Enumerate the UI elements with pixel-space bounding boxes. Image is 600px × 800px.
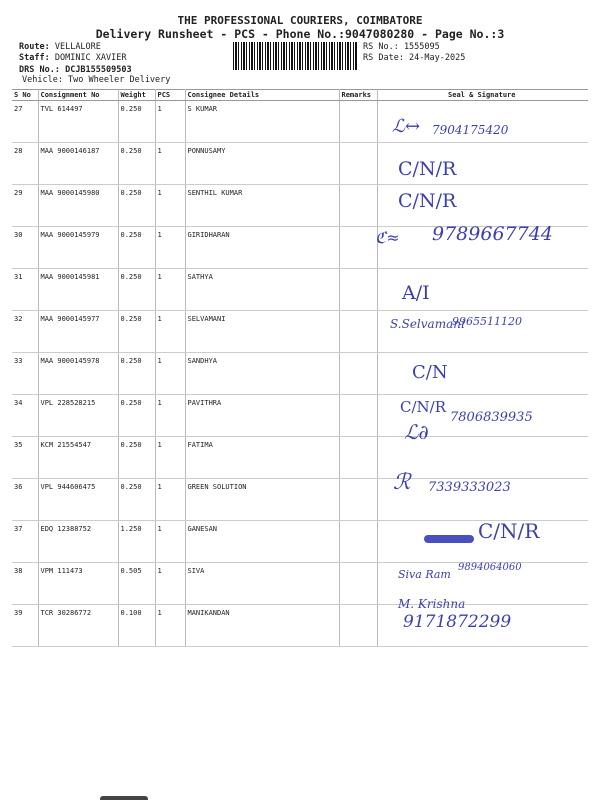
cell-consignee: SENTHIL KUMAR [185, 185, 339, 227]
handwriting-36: 7339333023 [428, 480, 511, 495]
handwriting-31: A/I [402, 282, 430, 304]
handwriting-38-phone: 9894064060 [458, 562, 522, 573]
handwriting-30: 9789667744 [432, 223, 553, 245]
cell-pcs: 1 [155, 353, 185, 395]
cell-pcs: 1 [155, 437, 185, 479]
cell-consignment-no: EDQ 12388752 [38, 521, 118, 563]
col-header-signature: Seal & Signature [377, 90, 588, 101]
cell-sno: 27 [12, 101, 38, 143]
signature-36: ℛ [393, 470, 411, 495]
cell-remarks [339, 311, 377, 353]
handwriting-39-name: M. Krishna [398, 597, 466, 611]
cell-consignment-no: TCR 30286772 [38, 605, 118, 647]
handwriting-37: C/N/R [478, 519, 540, 543]
signature-30: ℭ≈ [375, 228, 400, 247]
cell-remarks [339, 101, 377, 143]
cell-sno: 32 [12, 311, 38, 353]
handwriting-29: C/N/R [398, 190, 457, 212]
table-row [12, 269, 588, 311]
signature-27: ℒ↔ [392, 116, 421, 137]
col-header-remarks: Remarks [339, 90, 377, 101]
cell-pcs: 1 [155, 311, 185, 353]
cell-remarks [339, 605, 377, 647]
col-header-weight: Weight [118, 90, 155, 101]
cell-sno: 33 [12, 353, 38, 395]
cell-consignee: S KUMAR [185, 101, 339, 143]
cell-pcs: 1 [155, 101, 185, 143]
vehicle-line: Vehicle: Two Wheeler Delivery [22, 75, 171, 85]
table-row [12, 185, 588, 227]
cell-consignee: SATHYA [185, 269, 339, 311]
cell-consignment-no: MAA 9000145980 [38, 185, 118, 227]
cell-pcs: 1 [155, 479, 185, 521]
cell-weight: 0.505 [118, 563, 155, 605]
cell-pcs: 1 [155, 227, 185, 269]
cell-remarks [339, 143, 377, 185]
handwriting-32-phone: 9965511120 [452, 315, 522, 328]
page-edge-mark [100, 796, 148, 800]
cell-remarks [339, 395, 377, 437]
cell-weight: 0.250 [118, 143, 155, 185]
cell-signature [377, 353, 588, 395]
handwriting-38-name: Siva Ram [398, 568, 451, 581]
cell-consignment-no: MAA 9000145977 [38, 311, 118, 353]
cell-remarks [339, 479, 377, 521]
cell-consignee: GIRIDHARAN [185, 227, 339, 269]
cell-pcs: 1 [155, 521, 185, 563]
cell-consignee: GANESAN [185, 521, 339, 563]
barcode [233, 42, 357, 70]
company-title: THE PROFESSIONAL COURIERS, COIMBATORE [177, 14, 423, 27]
cell-consignment-no: MAA 9000145978 [38, 353, 118, 395]
handwriting-39-phone: 9171872299 [403, 612, 512, 632]
cell-consignment-no: VPL 944606475 [38, 479, 118, 521]
staff-value: DOMINIC XAVIER [54, 53, 127, 63]
cell-remarks [339, 563, 377, 605]
cell-consignment-no: MAA 9000145981 [38, 269, 118, 311]
col-header-sno: S No [12, 90, 38, 101]
cell-weight: 0.250 [118, 479, 155, 521]
route-value: VELLALORE [54, 42, 101, 52]
runsheet-subtitle: Delivery Runsheet - PCS - Phone No.:9047080280 - Page No.:3 [95, 27, 505, 41]
cell-sno: 36 [12, 479, 38, 521]
handwriting-28: C/N/R [398, 158, 457, 180]
cell-weight: 0.250 [118, 395, 155, 437]
cell-consignee: PONNUSAMY [185, 143, 339, 185]
cell-remarks [339, 269, 377, 311]
col-header-pcs: PCS [155, 90, 185, 101]
cell-consignee: GREEN SOLUTION [185, 479, 339, 521]
cell-remarks [339, 437, 377, 479]
cell-weight: 0.100 [118, 605, 155, 647]
cell-consignment-no: TVL 614497 [38, 101, 118, 143]
cell-weight: 0.250 [118, 185, 155, 227]
cell-weight: 0.250 [118, 311, 155, 353]
cell-pcs: 1 [155, 605, 185, 647]
cell-consignment-no: MAA 9000145979 [38, 227, 118, 269]
cell-remarks [339, 185, 377, 227]
cell-consignment-no: VPL 228528215 [38, 395, 118, 437]
cell-consignee: MANIKANDAN [185, 605, 339, 647]
cell-consignee: SIVA [185, 563, 339, 605]
col-header-consignee: Consignee Details [185, 90, 339, 101]
cell-weight: 0.250 [118, 227, 155, 269]
rs-number: RS No.: 1555095 [363, 42, 440, 52]
drs-line [19, 65, 132, 75]
cell-sno: 29 [12, 185, 38, 227]
staff-label: Staff: [19, 53, 50, 63]
cell-remarks [339, 521, 377, 563]
cell-pcs: 1 [155, 395, 185, 437]
staff-line [19, 53, 127, 63]
cell-consignment-no: KCM 21554547 [38, 437, 118, 479]
cell-remarks [339, 227, 377, 269]
cell-consignment-no: VPM 111473 [38, 563, 118, 605]
cell-consignee: SELVAMANI [185, 311, 339, 353]
cell-sno: 39 [12, 605, 38, 647]
strike-scribble [424, 535, 474, 543]
cell-sno: 38 [12, 563, 38, 605]
cell-sno: 31 [12, 269, 38, 311]
cell-consignee: PAVITHRA [185, 395, 339, 437]
route-label: Route: [19, 42, 50, 52]
cell-sno: 37 [12, 521, 38, 563]
rs-date: RS Date: 24-May-2025 [363, 53, 466, 63]
col-header-consignment: Consignment No [38, 90, 118, 101]
cell-weight: 0.250 [118, 353, 155, 395]
handwriting-27: 7904175420 [432, 123, 509, 137]
handwriting-34: C/N/R [400, 398, 447, 416]
drs-value: DCJB155509503 [65, 65, 132, 75]
cell-consignment-no: MAA 9000146187 [38, 143, 118, 185]
cell-sno: 34 [12, 395, 38, 437]
table-row [12, 353, 588, 395]
signature-35: ℒ∂ [404, 420, 429, 444]
cell-consignee: SANDHYA [185, 353, 339, 395]
cell-weight: 0.250 [118, 437, 155, 479]
cell-weight: 0.250 [118, 269, 155, 311]
cell-sno: 28 [12, 143, 38, 185]
cell-pcs: 1 [155, 143, 185, 185]
cell-weight: 1.250 [118, 521, 155, 563]
route-line [19, 42, 101, 52]
cell-weight: 0.250 [118, 101, 155, 143]
cell-pcs: 1 [155, 269, 185, 311]
cell-pcs: 1 [155, 185, 185, 227]
cell-sno: 35 [12, 437, 38, 479]
cell-consignee: FATIMA [185, 437, 339, 479]
handwriting-35: 7806839935 [450, 410, 533, 425]
drs-label: DRS No.: [19, 65, 60, 75]
table-row [12, 437, 588, 479]
cell-remarks [339, 353, 377, 395]
table-header-row [12, 90, 588, 101]
table-row [12, 143, 588, 185]
cell-pcs: 1 [155, 563, 185, 605]
cell-sno: 30 [12, 227, 38, 269]
handwriting-32-name: S.Selvamani [390, 317, 465, 331]
handwriting-33: C/N [412, 362, 448, 383]
